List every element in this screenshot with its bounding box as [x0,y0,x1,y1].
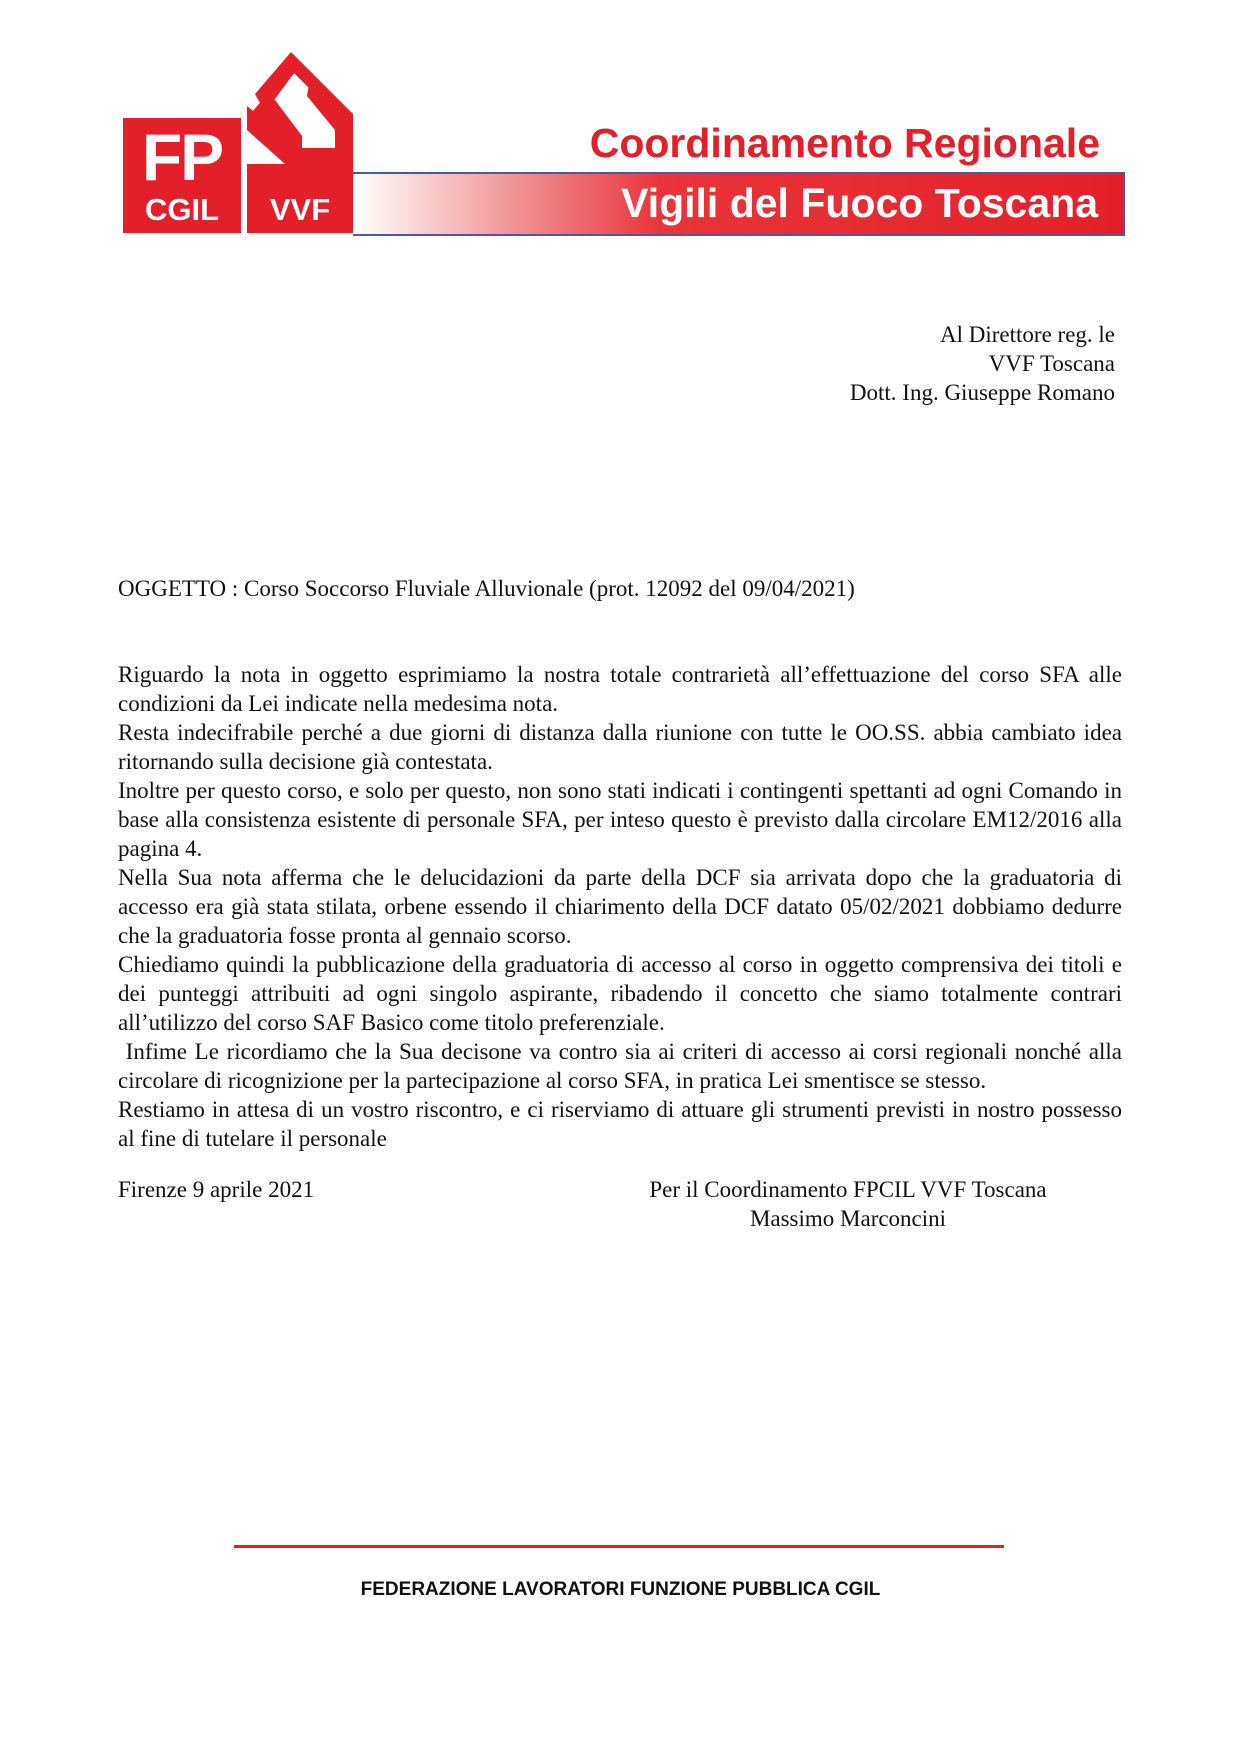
fp-cgil-logo [123,118,241,233]
header-banner [353,172,1125,236]
body-paragraph: Resta indecifrabile perché a due giorni di distanza dalla riunione con tutte le OO.SS. abbia cambiato idea ritornando sulla decisione già contestata. [118,720,1122,774]
body-paragraph: Inoltre per questo corso, e solo per questo, non sono stati indicati i contingenti spettanti ad ogni Comando in base alla consistenza esistente di personale SFA, per inteso questo è previsto dalla circolare EM12/2016 alla pagina 4. [118,778,1122,861]
signature-name: Massimo Marconcini [749,1206,947,1231]
signature-line: Per il Coordinamento FPCIL VVF Toscana [649,1177,1047,1202]
body-paragraph: Nella Sua nota afferma che le delucidazioni da parte della DCF sia arrivata dopo che la graduatoria di accesso era già stata stilata, orbene essendo il chiarimento della DCF datato 05/02/2021 dobbiamo dedurre che la graduatoria fosse pronta al gennaio scorso. [118,865,1122,948]
vvf-logo [247,52,353,233]
header-title: Coordinamento Regionale [589,120,1100,166]
body-paragraph: Riguardo la nota in oggetto esprimiamo la nostra totale contrarietà all’effettuazione del corso SFA alle condizioni da Lei indicate nella medesima nota. [118,662,1122,716]
footer-text: FEDERAZIONE LAVORATORI FUNZIONE PUBBLICA CGIL [360,1579,881,1600]
body-paragraph: Restiamo in attesa di un vostro riscontro, e ci riserviamo di attuare gli strumenti previsti in nostro possesso al fine di tutelare il personale [118,1097,1122,1151]
body-paragraph: Infime Le ricordiamo che la Sua decisone va contro sia ai criteri di accesso ai corsi regionali nonché alla circolare di ricognizione per la partecipazione al corso SFA, in pratica Lei smentisce se stesso. [118,1039,1128,1093]
body-paragraph: Chiediamo quindi la pubblicazione della graduatoria di accesso al corso in oggetto comprensiva dei titoli e dei punteggi attribuiti ad ogni singolo aspirante, ribadendo il concetto che siamo totalmente contrari all’utilizzo del corso SAF Basico come titolo preferenziale. [118,952,1128,1035]
letter-subject: OGGETTO : Corso Soccorso Fluviale Alluvionale (prot. 12092 del 09/04/2021) [118,576,855,601]
header-subtitle: Vigili del Fuoco Toscana [621,180,1098,226]
place-date: Firenze 9 aprile 2021 [118,1177,315,1202]
recipient-line: Dott. Ing. Giuseppe Romano [849,380,1115,405]
logo-cgil-text: CGIL [144,192,220,227]
recipient-block [850,320,1115,407]
logo-fp-text: FP [141,120,223,194]
footer-divider [234,1545,1004,1548]
recipient-line: Al Direttore reg. le [940,322,1115,347]
letter-body [118,660,1128,1153]
recipient-line: VVF Toscana [988,351,1115,376]
signature-block [633,1175,1063,1233]
logo-vvf-text: VVF [269,192,331,227]
